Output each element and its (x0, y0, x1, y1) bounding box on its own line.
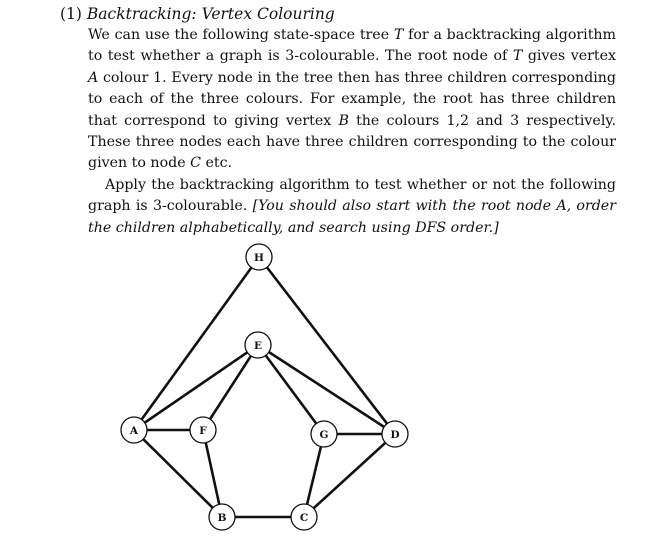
node-f (190, 417, 216, 443)
node-label: E (253, 339, 263, 352)
math-A: A (88, 69, 99, 86)
graph-edges (134, 257, 395, 517)
para1-text-3: gives vertex (522, 48, 617, 65)
node-a (121, 417, 147, 443)
problem-number: (1) (60, 5, 82, 23)
node-label: B (217, 511, 227, 524)
node-e (245, 332, 271, 358)
math-T: T (393, 27, 404, 43)
edge-h-a (134, 257, 259, 430)
node-b (209, 504, 235, 530)
math-T: T (512, 48, 523, 65)
node-label: A (129, 424, 139, 437)
para1-text-1: We can use the following state-space tree (88, 27, 394, 43)
para1-text-4: colour 1. Every node in the tree then has three children corresponding to each of the three colours. For example, the root has three children that correspond to giving vertex (88, 69, 616, 129)
node-label: C (299, 511, 309, 524)
edge-e-g (258, 345, 324, 434)
problem-title: Backtracking: Vertex Colouring (86, 5, 335, 23)
node-g (311, 421, 337, 447)
para1-text-6: etc. (200, 155, 233, 172)
edge-a-b (134, 430, 222, 517)
node-h (246, 244, 272, 270)
para2-text-1: Apply the backtracking algorithm to test whether or not the following graph is 3-colourable. (88, 176, 616, 215)
edge-e-f (203, 345, 258, 430)
para2-note: [You should also start with the root node A, order the children alphabetically, and search using DFS order.] (88, 198, 616, 236)
edge-e-a (134, 345, 258, 430)
para1-text-5: the colours 1,2 and 3 respectively. These three nodes each have three children corresponding to the colour given to node (88, 112, 617, 172)
node-label: H (254, 251, 264, 264)
node-label: F (199, 424, 207, 437)
node-label: G (319, 428, 329, 441)
para1-text-2: for a backtracking algorithm to test whether a graph is 3-colourable. The root node of (88, 27, 617, 65)
node-c (291, 504, 317, 530)
edge-c-d (304, 434, 395, 517)
math-C: C (190, 155, 201, 172)
node-d (382, 421, 408, 447)
node-label: D (390, 428, 400, 441)
edge-h-d (259, 257, 395, 434)
math-B: B (338, 112, 349, 129)
